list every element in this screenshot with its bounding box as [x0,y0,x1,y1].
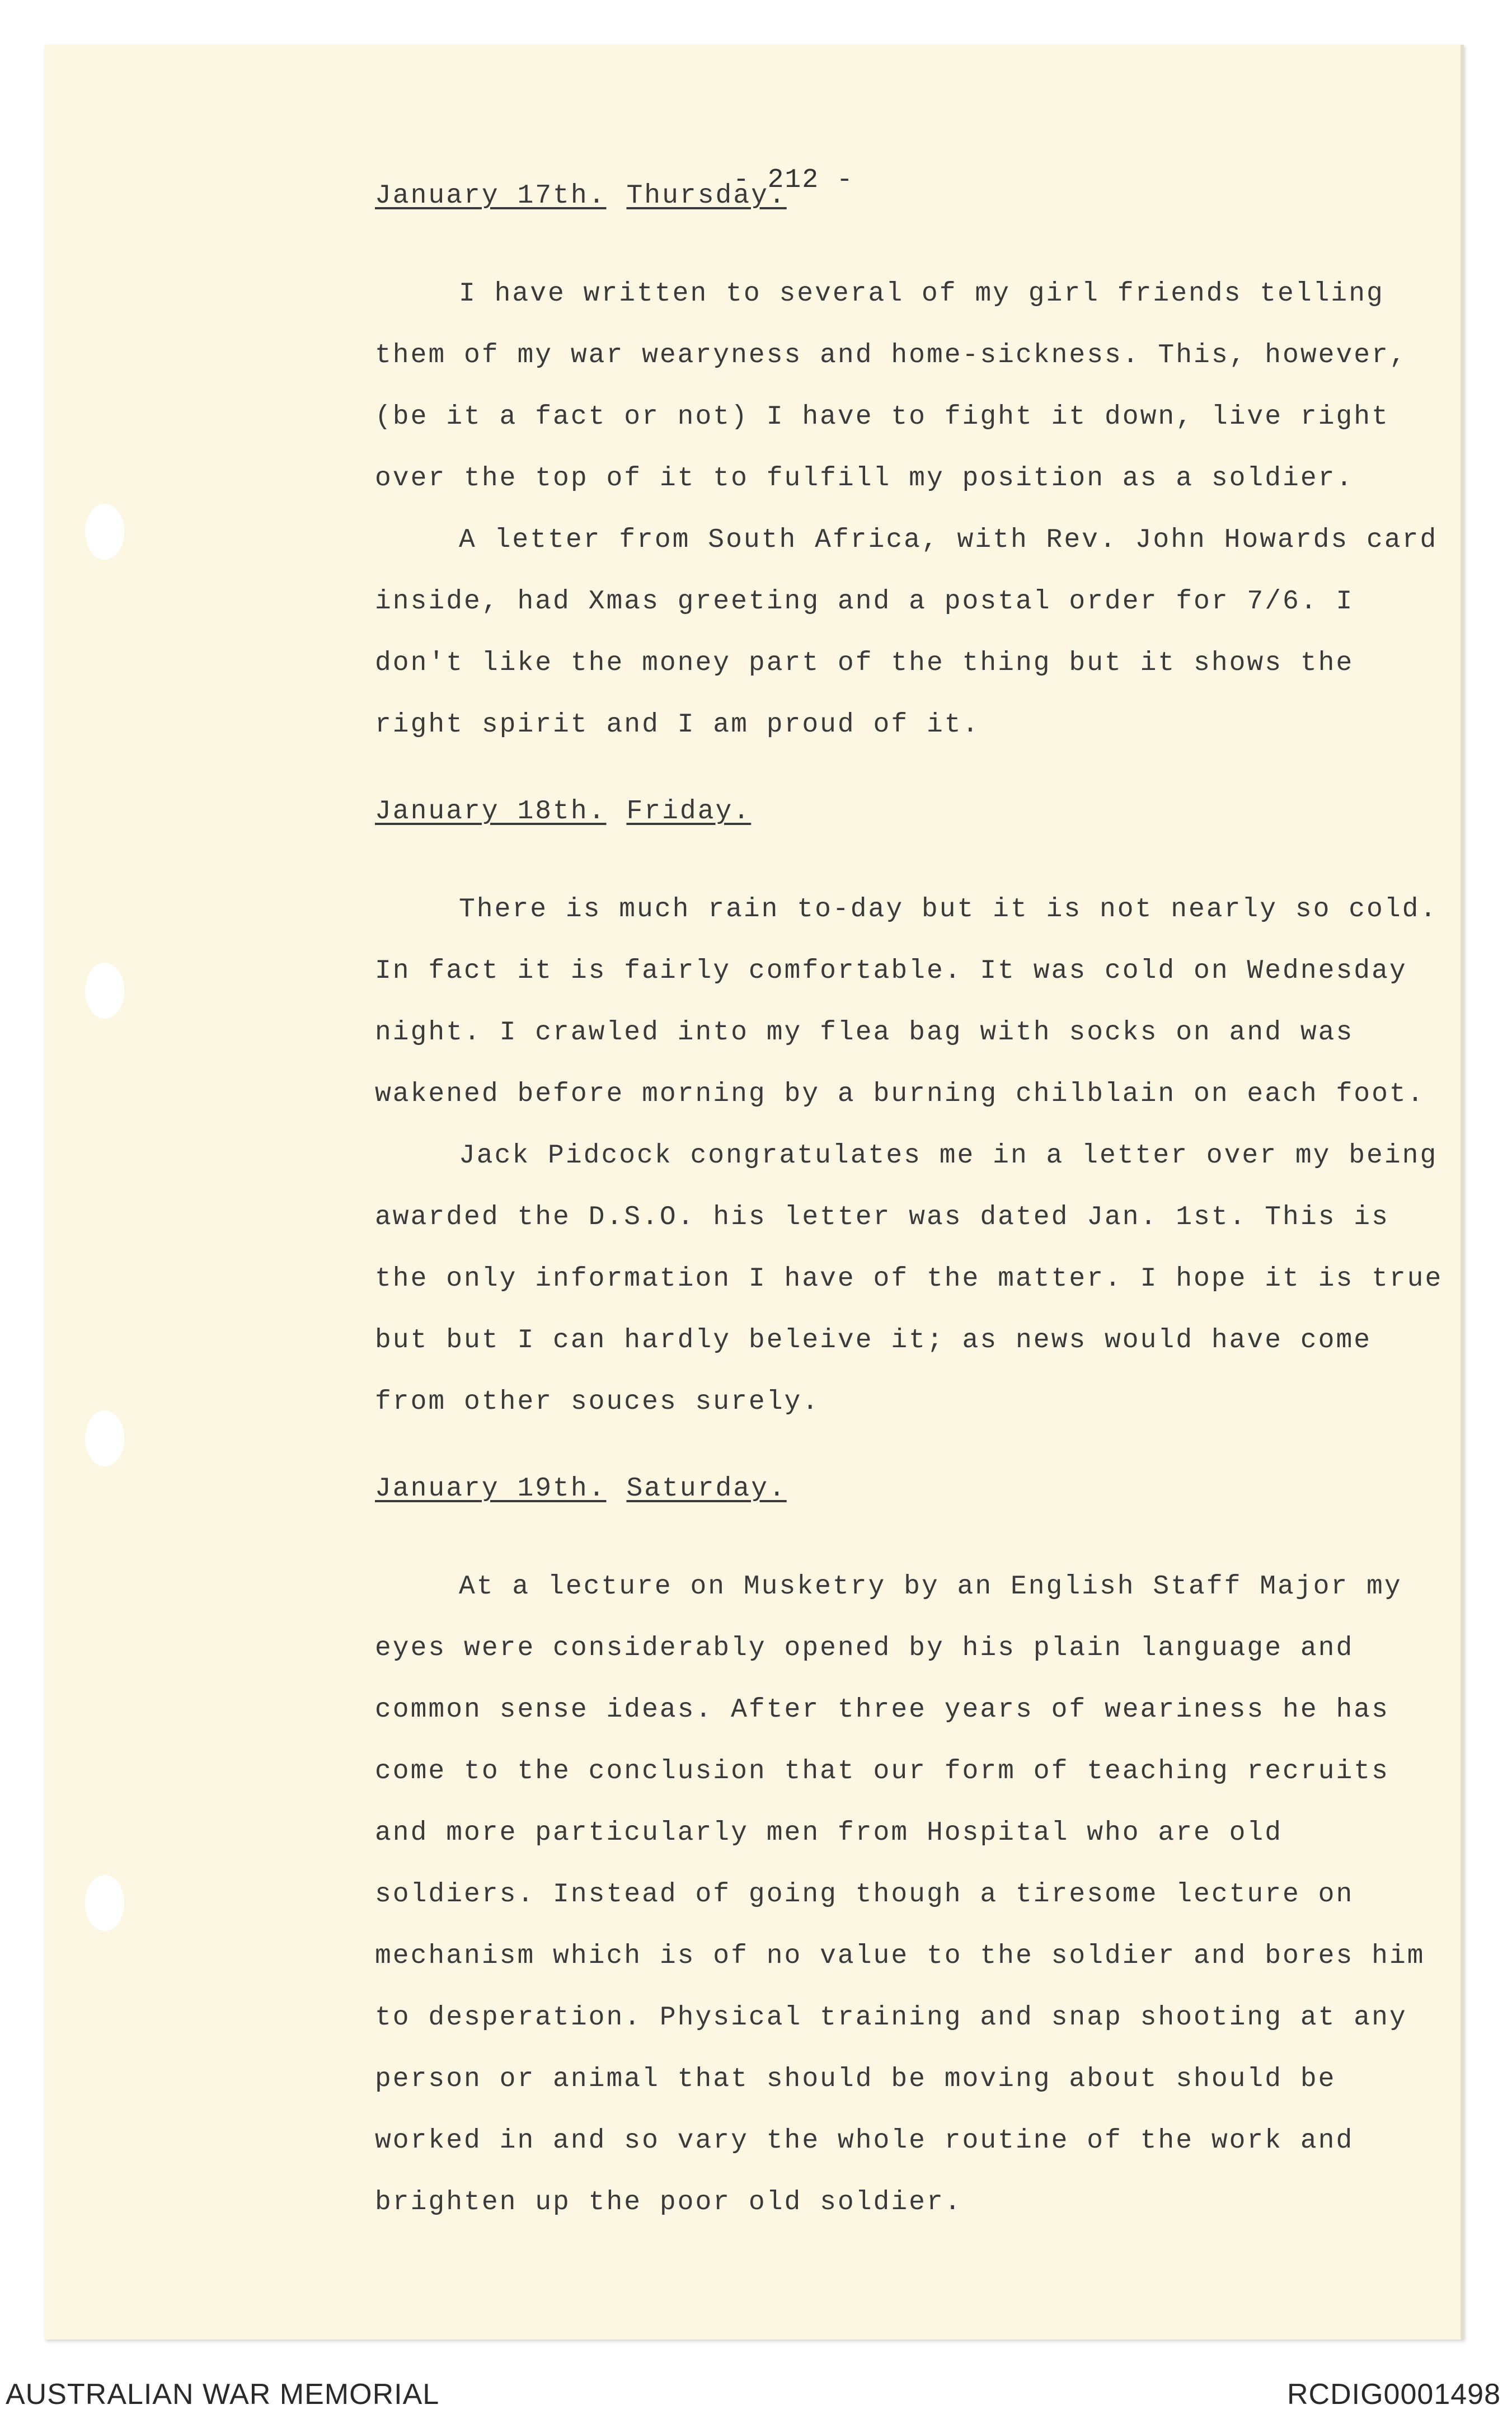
entry-paragraph: I have written to several of my girl friends telling them of my war wearyness and home-sickness. This, however, (be it a fact or not) I have to fight it down, live right over the top of it to fulfill my position as a soldier. [375,279,1407,494]
entry-day: Friday. [626,796,752,827]
punch-hole [85,504,124,560]
entry-date: January 17th. [375,181,607,211]
entry-paragraph: At a lecture on Musketry by an English Staff Major my eyes were considerably opened by his plain language and common sense ideas. After three years of weariness he has come to the conclusion that our form of teaching recruits and more particularly men from Hospital who are old soldiers. Instead of going though a tiresome lecture on mechanism which is of no value to the soldier and bores him to desperation. Physical training and snap shooting at any person or animal that should be moving about should be worked in and so vary the whole routine of the work and brighten up the poor old soldier. [375,1572,1425,2218]
diary-entry-jan-17 [375,179,1449,756]
diary-entry-jan-19 [375,1472,1449,2233]
entry-paragraph: Jack Pidcock congratulates me in a letter over my being awarded the D.S.O. his letter was dated Jan. 1st. This is the only information I have of the matter. I hope it is true but but I can hardly beleive it; as news would have come from other souces surely. [375,1141,1443,1417]
diary-content [375,179,1449,2272]
entry-day: Thursday. [626,181,787,211]
punch-hole [85,1875,124,1931]
diary-entry-jan-18 [375,795,1449,1433]
entry-heading [375,179,1449,213]
page-number: - 212 - [733,165,854,195]
entry-heading [375,795,1449,828]
punch-hole [85,1410,124,1466]
punch-hole [85,963,124,1019]
entry-heading [375,1472,1449,1506]
entry-paragraph: A letter from South Africa, with Rev. John Howards card inside, had Xmas greeting and a postal order for 7/6. I don't like the money part of the thing but it shows the right spirit and I am proud of it. [375,525,1438,740]
archive-reference: RCDIG0001498 [1287,2378,1501,2411]
entry-date: January 18th. [375,796,607,827]
entry-paragraph: There is much rain to-day but it is not nearly so cold. In fact it is fairly comfortable. It was cold on Wednesday night. I crawled into my flea bag with socks on and was wakened before morning by a burning chilblain on each foot. [375,894,1438,1109]
entry-day: Saturday. [626,1474,787,1504]
archive-credit: AUSTRALIAN WAR MEMORIAL [6,2378,440,2411]
entry-date: January 19th. [375,1474,607,1504]
